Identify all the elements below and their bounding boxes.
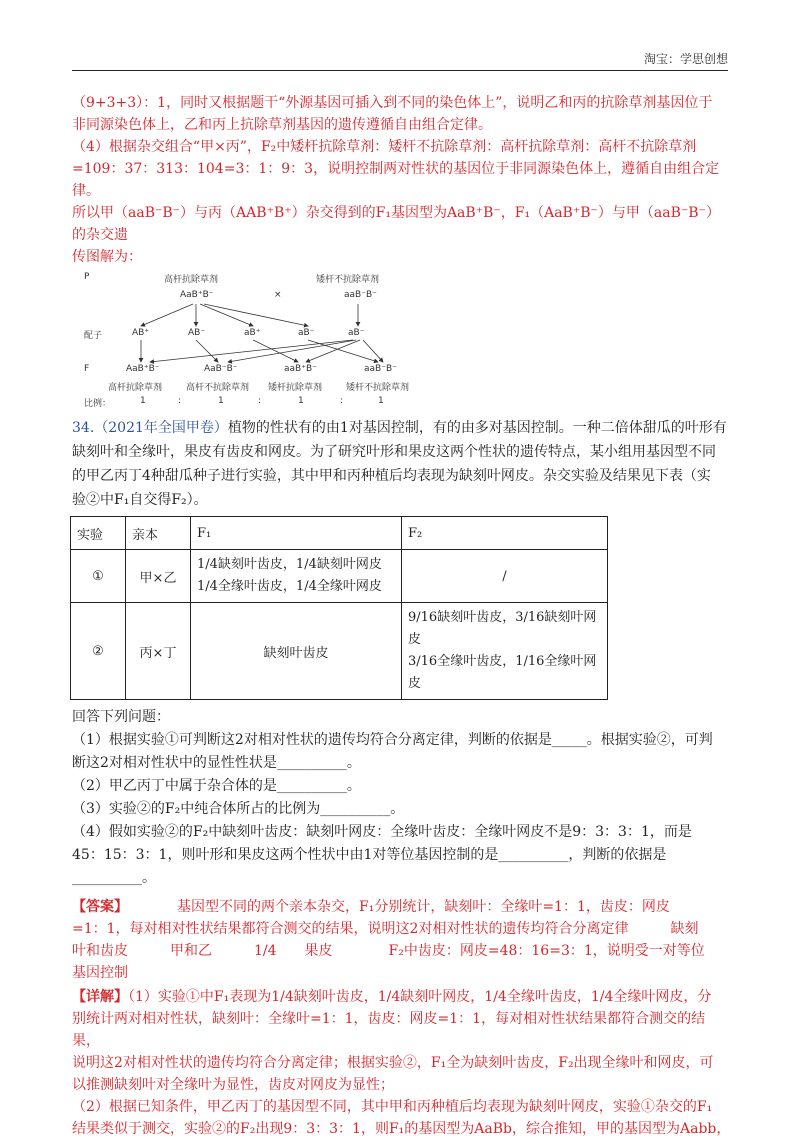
answer-section [72,896,732,984]
answer-line [72,896,732,918]
sub-question-line: （1）根据实验①可判断这2对相对性状的遗传均符合分离定律，判断的依据是_____。根据实验②，可判 [72,732,713,748]
intro-line: 所以甲（aaB⁻B⁻）与丙（AAB⁺B⁺）杂交得到的F₁基因型为AaB⁺B⁻，F₁（AaB⁺B⁻）与甲（aaB⁻B⁻）的杂交遗 [72,205,720,243]
question-34 [72,416,732,1140]
intro-line: （4）根据杂交组合“甲×丙”，F₂中矮杆抗除草剂：矮杆不抗除草剂：高杆抗除草剂：高杆不抗除草剂 [72,139,697,155]
table-cell-experiment: ① [71,550,126,603]
detail-line [72,986,732,1008]
offspring-genotype: AaB⁺B⁻ [126,364,160,374]
detail-line: 说明这2对相对性状的遗传均符合分离定律；根据实验②，F₁全为缺刻叶齿皮，F₂出现全缘叶和网皮，可 [72,1055,714,1071]
gamete: aB⁻ [298,328,315,338]
offspring-genotype: aaB⁻B⁻ [364,364,397,374]
sub-question-line: __________。 [72,870,156,886]
answer-line: =1：1，每对相对性状结果都符合测交的结果，说明这2对相对性状的遗传均符合分离定律 缺刻 [72,921,699,937]
question-stem [72,416,732,440]
p-generation-label: P [84,272,90,282]
parent2-genotype: aaB⁻B⁻ [344,290,377,300]
offspring-phenotype: 矮杆不抗除草剂 [346,383,410,393]
cell-line: 1/4缺刻叶齿皮，1/4缺刻叶网皮 [197,557,382,572]
intro-line: 传图解为： [72,249,142,265]
gamete-label: 配子 [84,331,103,341]
header-shop-text: 淘宝：学思创想 [643,52,728,66]
ratio-value: 1 [298,396,304,406]
question-text-line: 植物的性状有的由1对基因控制，有的由多对基因控制。一种二倍体甜瓜的叶形有 [227,420,727,436]
answer-line: 基因控制 [72,965,128,981]
cell-line: 9/16缺刻叶齿皮，3/16缺刻叶网皮 [408,610,597,647]
ratio-separator: : [340,396,344,406]
question-number: 34. [72,420,95,436]
intro-line: （9+3+3）：1，同时又根据题干“外源基因可插入到不同的染色体上”，说明乙和丙的抗除草剂基因位于 [72,95,713,111]
answer-label: 【答案】 [72,899,121,915]
genetic-cross-diagram [78,270,438,410]
question-source: （2021年全国甲卷） [94,420,228,436]
cross-sign: × [274,290,282,300]
intro-line: =109：37：313：104=3：1：9：3，说明控制两对性状的基因位于非同源染色体上，遵循自由组合定律。 [72,161,720,199]
document-body [72,92,732,1140]
offspring-phenotype: 矮杆抗除草剂 [268,383,323,393]
offspring-phenotype: 高杆抗除草剂 [108,383,163,393]
sub-question-line: 断这2对相对性状中的显性性状是__________。 [72,755,361,771]
table-cell-f1 [191,550,402,603]
table-cell-f2: / [402,550,608,603]
previous-answer-continuation [72,92,732,268]
table-cell-parents: 甲×乙 [126,550,191,603]
table-row [71,603,608,700]
experiment-table [70,516,608,700]
intro-line: 非同源染色体上，乙和丙上抗除草剂基因的遗传遵循自由组合定律。 [72,117,492,133]
sub-question-line: （2）甲乙丙丁中属于杂合体的是__________。 [72,778,361,794]
cell-line: 1/4全缘叶齿皮，1/4全缘叶网皮 [197,579,382,594]
answer-line: 叶和齿皮 甲和乙 1/4 果皮 F₂中齿皮：网皮=48：16=3：1，说明受一对等位 [72,943,705,959]
question-text-line: 的甲乙丙丁4种甜瓜种子进行实验，其中甲和丙种植后均表现为缺刻叶网皮。杂交实验及结果见下表（实 [72,468,711,484]
ratio-value: 1 [378,396,384,406]
cell-line: 3/16全缘叶齿皮，1/16全缘叶网皮 [408,654,597,691]
offspring-phenotype: 高杆不抗除草剂 [186,383,250,393]
table-header: 实验 [71,517,126,550]
table-cell-experiment: ② [71,603,126,700]
table-row [71,550,608,603]
table-cell-f1: 缺刻叶齿皮 [191,603,402,700]
detail-section [72,986,732,1140]
gamete: AB⁻ [188,328,206,338]
table-cell-f2 [402,603,608,700]
ratio-separator: : [178,396,182,406]
question-text-line: 缺刻叶和全缘叶，果皮有齿皮和网皮。为了研究叶形和果皮这两个性状的遗传特点，某小组用基因型不同 [72,444,716,460]
f-generation-label: F [84,364,90,374]
detail-line: 以推测缺刻叶对全缘叶为显性，齿皮对网皮为显性； [72,1077,394,1093]
ratio-value: 1 [140,396,146,406]
sub-questions [72,706,732,890]
detail-text: （1）实验①中F₁表现为1/4缺刻叶齿皮，1/4缺刻叶网皮，1/4全缘叶齿皮，1/4全缘叶网皮，分 [128,989,712,1005]
gamete: aB⁻ [348,328,365,338]
question-text-line: 验②中F₁自交得F₂）。 [72,492,208,508]
sub-question-line: 回答下列问题： [72,709,170,725]
page-header [72,44,728,71]
answer-text: 基因型不同的两个亲本杂交，F₁分别统计，缺刻叶：全缘叶=1：1，齿皮：网皮 [177,899,670,915]
detail-label: 【详解】 [72,989,128,1005]
ratio-label: 比例： [84,399,112,409]
parent1-genotype: AaB⁺B⁻ [180,290,214,300]
table-header: 亲本 [126,517,191,550]
offspring-genotype: AaB⁻B⁻ [204,364,238,374]
ratio-value: 1 [218,396,224,406]
parent2-phenotype: 矮杆不抗除草剂 [316,275,380,285]
table-header: F₂ [402,517,608,550]
gamete: AB⁺ [132,328,150,338]
table-header: F₁ [191,517,402,550]
table-cell-parents: 丙×丁 [126,603,191,700]
gamete: aB⁺ [244,328,261,338]
detail-line: 别统计两对相对性状，缺刻叶：全缘叶=1：1，齿皮：网皮=1：1，每对相对性状结果都符合测交的结果， [72,1011,706,1049]
sub-question-line: 45：15：3：1，则叶形和果皮这两个性状中由1对等位基因控制的是__________，判断的依据是 [72,847,667,863]
table-header-row [71,517,608,550]
parent1-phenotype: 高杆抗除草剂 [164,275,219,285]
offspring-genotype: aaB⁺B⁻ [284,364,317,374]
detail-line: （2）根据已知条件，甲乙丙丁的基因型不同，其中甲和丙种植后均表现为缺刻叶网皮，实验①杂交的F₁ [72,1099,713,1115]
sub-question-line: （3）实验②的F₂中纯合体所占的比例为__________。 [72,801,405,817]
ratio-separator: : [258,396,262,406]
sub-question-line: （4）假如实验②的F₂中缺刻叶齿皮：缺刻叶网皮：全缘叶齿皮：全缘叶网皮不是9：3：3：1，而是 [72,824,692,840]
detail-line: 结果类似于测交，实验②的F₂出现9：3：3：1，则F₁的基因型为AaBb，综合推知，甲的基因型为Aabb， [72,1121,731,1137]
